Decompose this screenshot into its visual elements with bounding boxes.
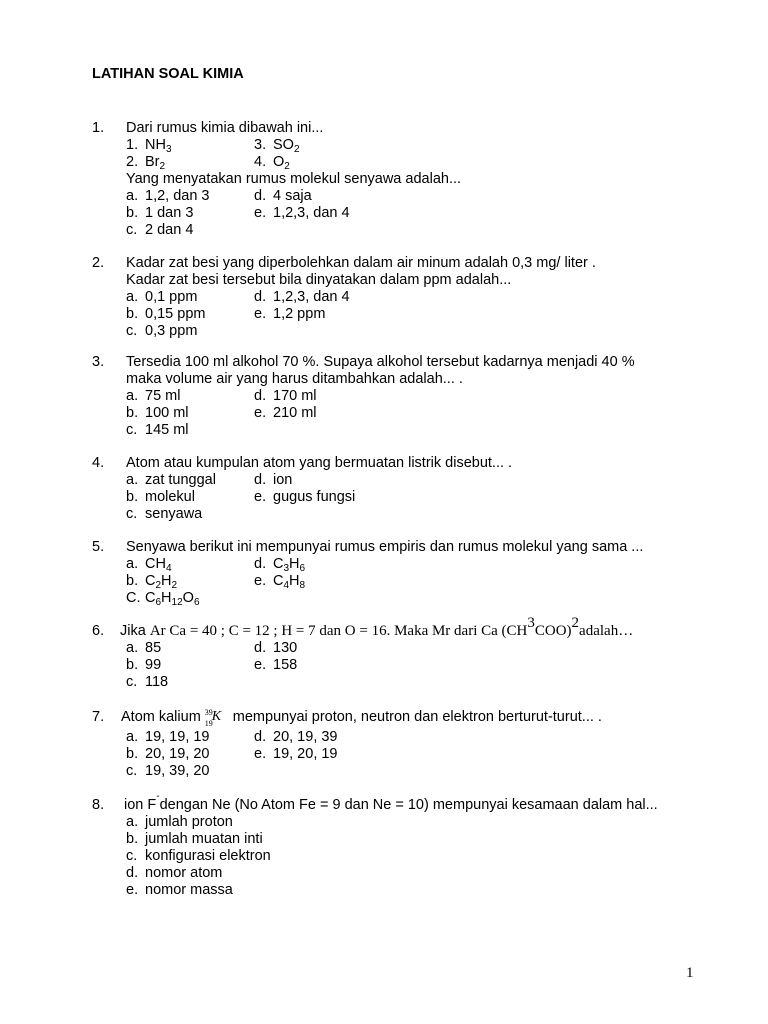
question-prompt: Yang menyatakan rumus molekul senyawa adalah... [126, 171, 462, 187]
option-row: c. konfigurasi elektron [126, 848, 271, 864]
option-row: b. 20, 19, 20 e. 19, 20, 19 [126, 746, 338, 762]
question-number: 7. [92, 709, 105, 725]
option-row: a. 85 d. 130 [126, 640, 298, 656]
question-3 [92, 354, 702, 439]
question-number: 3. [92, 354, 105, 370]
question-number: 2. [92, 255, 105, 271]
option-row: b. 99 e. 158 [126, 657, 298, 673]
question-1 [92, 120, 702, 239]
option-row: c. 145 ml [126, 422, 189, 438]
option-row: a. 0,1 ppm d. 1,2,3, dan 4 [126, 289, 350, 305]
option-row: c. 0,3 ppm [126, 323, 198, 339]
option-row: c. 2 dan 4 [126, 222, 194, 238]
question-text: Senyawa berikut ini mempunyai rumus empiris dan rumus molekul yang sama ... [126, 539, 644, 555]
option-row: a. 75 ml d. 170 ml [126, 388, 317, 404]
option-row: a. jumlah proton [126, 814, 233, 830]
question-text: Atom atau kumpulan atom yang bermuatan listrik disebut... . [126, 455, 513, 471]
question-number: 5. [92, 539, 105, 555]
question-number: 4. [92, 455, 105, 471]
question-number: 8. [92, 797, 105, 813]
option-row: b. 0,15 ppm e. 1,2 ppm [126, 306, 326, 322]
formula-row: 2. $Br_2$ 4. $O_2$ [126, 154, 290, 172]
option-row: b. 1 dan 3 e. 1,2,3, dan 4 [126, 205, 350, 221]
question-number: 6. [92, 623, 105, 639]
question-text: Dari rumus kimia dibawah ini... [126, 120, 324, 136]
question-text: Tersedia 100 ml alkohol 70 %. Supaya alkohol tersebut kadarnya menjadi 40 % [126, 354, 635, 370]
option-row: c. 19, 39, 20 [126, 763, 210, 779]
question-text: Atom kalium 39 19 K mempunyai proton, neutron dan elektron berturut-turut... . [121, 708, 602, 728]
option-row: c. senyawa [126, 506, 203, 522]
option-row: a. 1,2, dan 3 d. 4 saja [126, 188, 312, 204]
question-text: Kadar zat besi yang diperbolehkan dalam air minum adalah 0,3 mg/ liter . [126, 255, 596, 271]
option-row: a. 19, 19, 19 d. 20, 19, 39 [126, 729, 338, 745]
question-6 [92, 615, 702, 691]
option-row: e. nomor massa [126, 882, 233, 898]
question-number: 1. [92, 120, 105, 136]
option-row: a. zat tunggal d. ion [126, 472, 293, 488]
question-4 [92, 455, 702, 523]
option-row: b. jumlah muatan inti [126, 831, 263, 847]
page-number: 1 [686, 965, 694, 981]
option-row: b. 100 ml e. 210 ml [126, 405, 317, 421]
question-8 [92, 791, 702, 899]
option-row: b. molekul e. gugus fungsi [126, 489, 356, 505]
option-row: C. $C_6H_{12}O_6$ [126, 590, 200, 608]
potassium-nuclide: 39 19 K [204, 708, 222, 728]
option-row: c. 118 [126, 674, 169, 690]
question-text: ion F - dengan Ne (No Atom Fe = 9 dan Ne = 10) mempunyai kesamaan dalam hal... [124, 791, 658, 813]
question-text: maka volume air yang harus ditambahkan adalah... . [126, 371, 463, 387]
question-text: Kadar zat besi tersebut bila dinyatakan dalam ppm adalah... [126, 272, 512, 288]
question-text: Jika Ar Ca = 40 ; C = 12 ; H = 7 dan O = 16. Maka Mr dari Ca (CH 3 COO) 2 adalah… [120, 615, 634, 639]
question-5 [92, 539, 702, 607]
question-7 [92, 709, 702, 780]
option-row: d. nomor atom [126, 865, 223, 881]
option-row: b. $C_2H_2$ e. $C_4H_8$ [126, 573, 306, 591]
option-row: a. $CH_4$ d. $C_3H_6$ [126, 556, 306, 574]
page-title: LATIHAN SOAL KIMIA [92, 66, 244, 82]
question-2 [92, 255, 702, 340]
formula-row: 1. $NH_3$ 3. $SO_2$ [126, 137, 300, 155]
